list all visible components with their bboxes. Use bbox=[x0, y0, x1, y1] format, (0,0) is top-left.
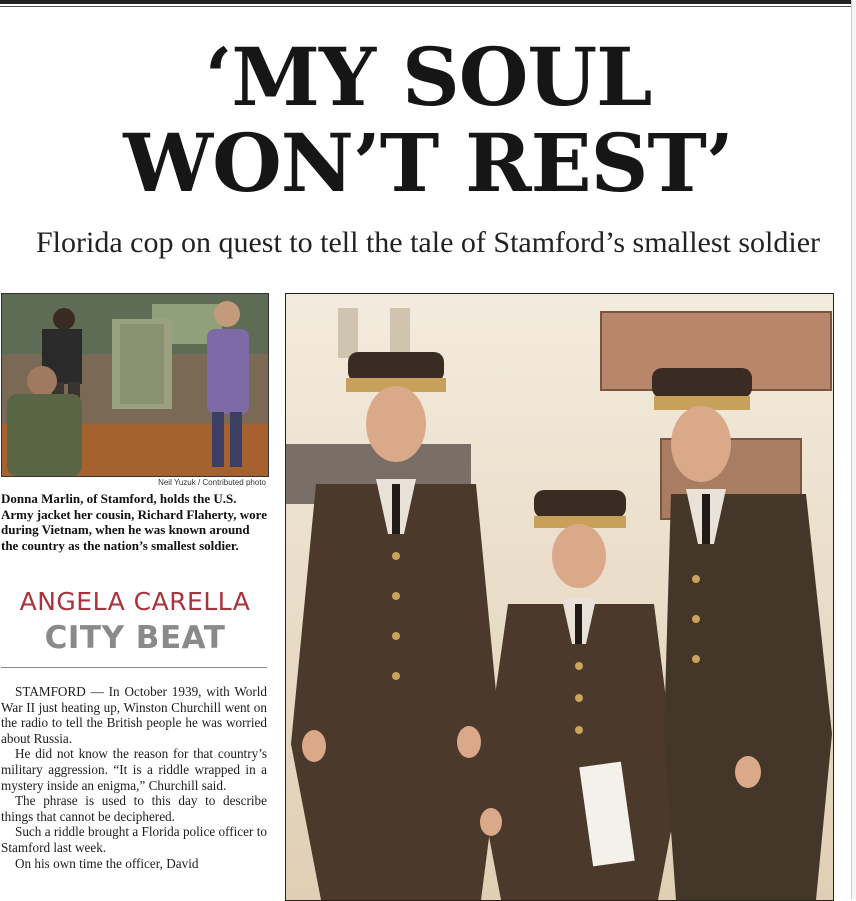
article-paragraph: He did not know the reason for that country’s military aggression. “It is a riddle wrapped in a mystery inside an enigma,” Churchill said. bbox=[1, 746, 267, 793]
photo-credit: Neil Yuzuk / Contributed photo bbox=[158, 478, 266, 487]
headline-line-1: ‘MY SOUL bbox=[204, 30, 652, 124]
subheadline: Florida cop on quest to tell the tale of Stamford’s smallest soldier bbox=[35, 226, 821, 259]
article-paragraph: Such a riddle brought a Florida police officer to Stamford last week. bbox=[1, 824, 267, 855]
main-photo-illustration bbox=[286, 294, 833, 900]
author-name: ANGELA CARELLA bbox=[19, 587, 251, 616]
article-paragraph: The phrase is used to this day to describe things that cannot be deciphered. bbox=[1, 793, 267, 824]
photo-caption: Donna Marlin, of Stamford, holds the U.S. Army jacket her cousin, Richard Flaherty, wore during Vietnam, when he was known around the country as the nation’s smallest soldier. bbox=[1, 491, 267, 553]
inset-photo-illustration bbox=[2, 294, 268, 476]
byline-divider bbox=[1, 667, 267, 668]
top-rule-thin bbox=[0, 6, 856, 7]
article-paragraph: On his own time the officer, David bbox=[15, 855, 199, 871]
column-name: CITY BEAT bbox=[44, 620, 226, 656]
inset-photo bbox=[1, 293, 269, 477]
article-body bbox=[1, 684, 267, 899]
main-photo bbox=[285, 293, 834, 901]
top-rule bbox=[0, 0, 856, 4]
headline bbox=[0, 30, 856, 210]
article-paragraph: STAMFORD — In October 1939, with World War II just heating up, Winston Churchill went on the radio to tell the British people he was worried about Russia. bbox=[1, 684, 267, 746]
headline-line-2: WON’T REST’ bbox=[123, 116, 733, 210]
